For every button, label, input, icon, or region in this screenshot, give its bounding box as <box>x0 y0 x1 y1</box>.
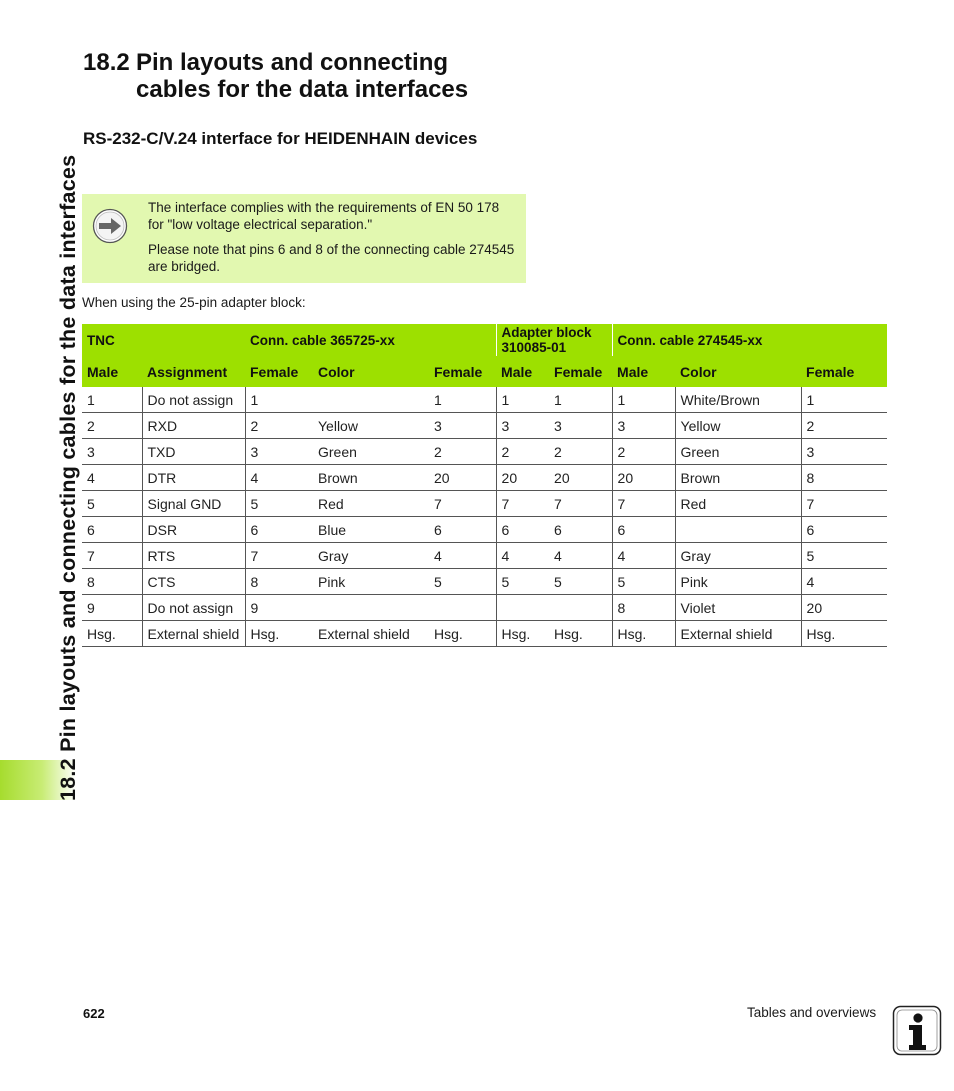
table-cell: 1 <box>429 387 496 413</box>
table-cell: TXD <box>142 439 245 465</box>
table-cell: Yellow <box>675 413 801 439</box>
table-cell <box>313 387 429 413</box>
table-cell: Gray <box>675 543 801 569</box>
info-icon <box>892 1005 942 1056</box>
table-cell <box>313 595 429 621</box>
table-cell: 3 <box>82 439 142 465</box>
footer-section-label: Tables and overviews <box>747 1005 877 1020</box>
table-cell: 2 <box>429 439 496 465</box>
table-cell: Red <box>313 491 429 517</box>
table-cell: 20 <box>496 465 549 491</box>
group-header-cable-274545: Conn. cable 274545-xx <box>612 324 887 356</box>
table-cell: 6 <box>549 517 612 543</box>
table-cell: Gray <box>313 543 429 569</box>
note-paragraph-1: The interface complies with the requirements of EN 50 178 for "low voltage electrical separation." <box>148 200 500 232</box>
table-cell: 5 <box>496 569 549 595</box>
table-cell: 20 <box>429 465 496 491</box>
table-row <box>82 517 887 543</box>
group-header-tnc: TNC <box>82 324 245 356</box>
table-cell: Pink <box>675 569 801 595</box>
table-cell: 3 <box>496 413 549 439</box>
page-title <box>83 49 468 103</box>
table-cell: 9 <box>245 595 313 621</box>
column-header: Male <box>82 356 142 387</box>
table-cell: Hsg. <box>429 621 496 647</box>
table-cell: 3 <box>801 439 887 465</box>
column-header: Assignment <box>142 356 245 387</box>
table-row <box>82 621 887 647</box>
intro-text: When using the 25-pin adapter block: <box>82 295 306 310</box>
column-header: Color <box>313 356 429 387</box>
table-cell: 7 <box>245 543 313 569</box>
table-cell: 4 <box>549 543 612 569</box>
note-box <box>82 194 526 283</box>
table-cell: 1 <box>245 387 313 413</box>
table-cell: RXD <box>142 413 245 439</box>
table-row <box>82 543 887 569</box>
table-cell: 8 <box>245 569 313 595</box>
table-cell: External shield <box>675 621 801 647</box>
table-cell: 2 <box>549 439 612 465</box>
table-row <box>82 439 887 465</box>
table-cell: 4 <box>429 543 496 569</box>
table-cell: Blue <box>313 517 429 543</box>
table-cell: 2 <box>801 413 887 439</box>
table-cell: Hsg. <box>612 621 675 647</box>
table-cell: External shield <box>142 621 245 647</box>
table-cell: 20 <box>801 595 887 621</box>
table-row <box>82 491 887 517</box>
group-header-cable-365725: Conn. cable 365725-xx <box>245 324 496 356</box>
table-cell: Hsg. <box>496 621 549 647</box>
table-row <box>82 595 887 621</box>
table-cell: 3 <box>549 413 612 439</box>
column-header: Female <box>429 356 496 387</box>
table-cell: 7 <box>549 491 612 517</box>
title-line-2: cables for the data interfaces <box>136 76 469 103</box>
pin-layout-table <box>82 324 887 647</box>
table-cell: 6 <box>82 517 142 543</box>
table-cell: 4 <box>496 543 549 569</box>
table-cell: 5 <box>429 569 496 595</box>
table-cell: DSR <box>142 517 245 543</box>
table-cell: 7 <box>82 543 142 569</box>
title-line-1: Pin layouts and connecting <box>136 49 449 76</box>
table-cell: RTS <box>142 543 245 569</box>
table-cell: DTR <box>142 465 245 491</box>
table-cell: 6 <box>245 517 313 543</box>
table-cell: External shield <box>313 621 429 647</box>
table-cell: White/Brown <box>675 387 801 413</box>
table-row <box>82 569 887 595</box>
table-cell: Hsg. <box>549 621 612 647</box>
table-cell: 8 <box>82 569 142 595</box>
table-cell: CTS <box>142 569 245 595</box>
table-cell: 4 <box>801 569 887 595</box>
table-cell: 1 <box>496 387 549 413</box>
table-cell: Brown <box>675 465 801 491</box>
table-cell: 1 <box>549 387 612 413</box>
section-number: 18.2 <box>83 49 130 76</box>
table-cell: 2 <box>612 439 675 465</box>
subsection-title: RS-232-C/V.24 interface for HEIDENHAIN devices <box>83 129 478 148</box>
table-cell: 1 <box>612 387 675 413</box>
table-cell: 20 <box>549 465 612 491</box>
table-cell: Brown <box>313 465 429 491</box>
table-row <box>82 465 887 491</box>
table-cell: 6 <box>801 517 887 543</box>
note-paragraph-2: Please note that pins 6 and 8 of the connecting cable 274545 are bridged. <box>148 242 515 274</box>
table-cell: 1 <box>82 387 142 413</box>
column-header: Color <box>675 356 801 387</box>
table-cell: 2 <box>82 413 142 439</box>
table-cell: 5 <box>612 569 675 595</box>
table-cell: 2 <box>245 413 313 439</box>
group-header-adapter-block: Adapter block 310085-01 <box>496 324 612 356</box>
table-cell: 5 <box>801 543 887 569</box>
table-cell: 1 <box>801 387 887 413</box>
table-cell <box>549 595 612 621</box>
table-cell: 7 <box>612 491 675 517</box>
column-header: Female <box>549 356 612 387</box>
table-cell: 5 <box>245 491 313 517</box>
table-cell <box>675 517 801 543</box>
table-cell: Green <box>675 439 801 465</box>
table-cell: 8 <box>612 595 675 621</box>
table-cell <box>496 595 549 621</box>
page-number: 622 <box>83 1006 105 1021</box>
table-cell: Do not assign <box>142 595 245 621</box>
table-cell: Pink <box>313 569 429 595</box>
table-cell: 6 <box>429 517 496 543</box>
table-row <box>82 413 887 439</box>
pin-table-body <box>82 387 887 647</box>
table-cell: 5 <box>549 569 612 595</box>
table-cell: 7 <box>429 491 496 517</box>
table-cell: 3 <box>429 413 496 439</box>
column-header: Male <box>496 356 549 387</box>
column-header: Male <box>612 356 675 387</box>
column-header: Female <box>245 356 313 387</box>
table-cell: Yellow <box>313 413 429 439</box>
table-row <box>82 387 887 413</box>
table-cell: Red <box>675 491 801 517</box>
table-cell: 20 <box>612 465 675 491</box>
table-cell: 3 <box>612 413 675 439</box>
table-cell: 4 <box>612 543 675 569</box>
table-cell: Hsg. <box>801 621 887 647</box>
table-cell: Do not assign <box>142 387 245 413</box>
table-cell: Violet <box>675 595 801 621</box>
table-cell: 7 <box>496 491 549 517</box>
table-cell: Hsg. <box>245 621 313 647</box>
table-cell: 3 <box>245 439 313 465</box>
table-cell: 4 <box>82 465 142 491</box>
table-cell: 7 <box>801 491 887 517</box>
column-header: Female <box>801 356 887 387</box>
side-chapter-label: 18.2 Pin layouts and connecting cables for the data interfaces <box>56 154 80 801</box>
table-cell: 2 <box>496 439 549 465</box>
table-cell: Green <box>313 439 429 465</box>
table-cell: Hsg. <box>82 621 142 647</box>
arrow-right-icon <box>92 208 128 244</box>
table-cell: 9 <box>82 595 142 621</box>
table-cell: 6 <box>496 517 549 543</box>
table-cell: 4 <box>245 465 313 491</box>
table-cell <box>429 595 496 621</box>
table-cell: 5 <box>82 491 142 517</box>
table-cell: 6 <box>612 517 675 543</box>
table-cell: 8 <box>801 465 887 491</box>
table-cell: Signal GND <box>142 491 245 517</box>
